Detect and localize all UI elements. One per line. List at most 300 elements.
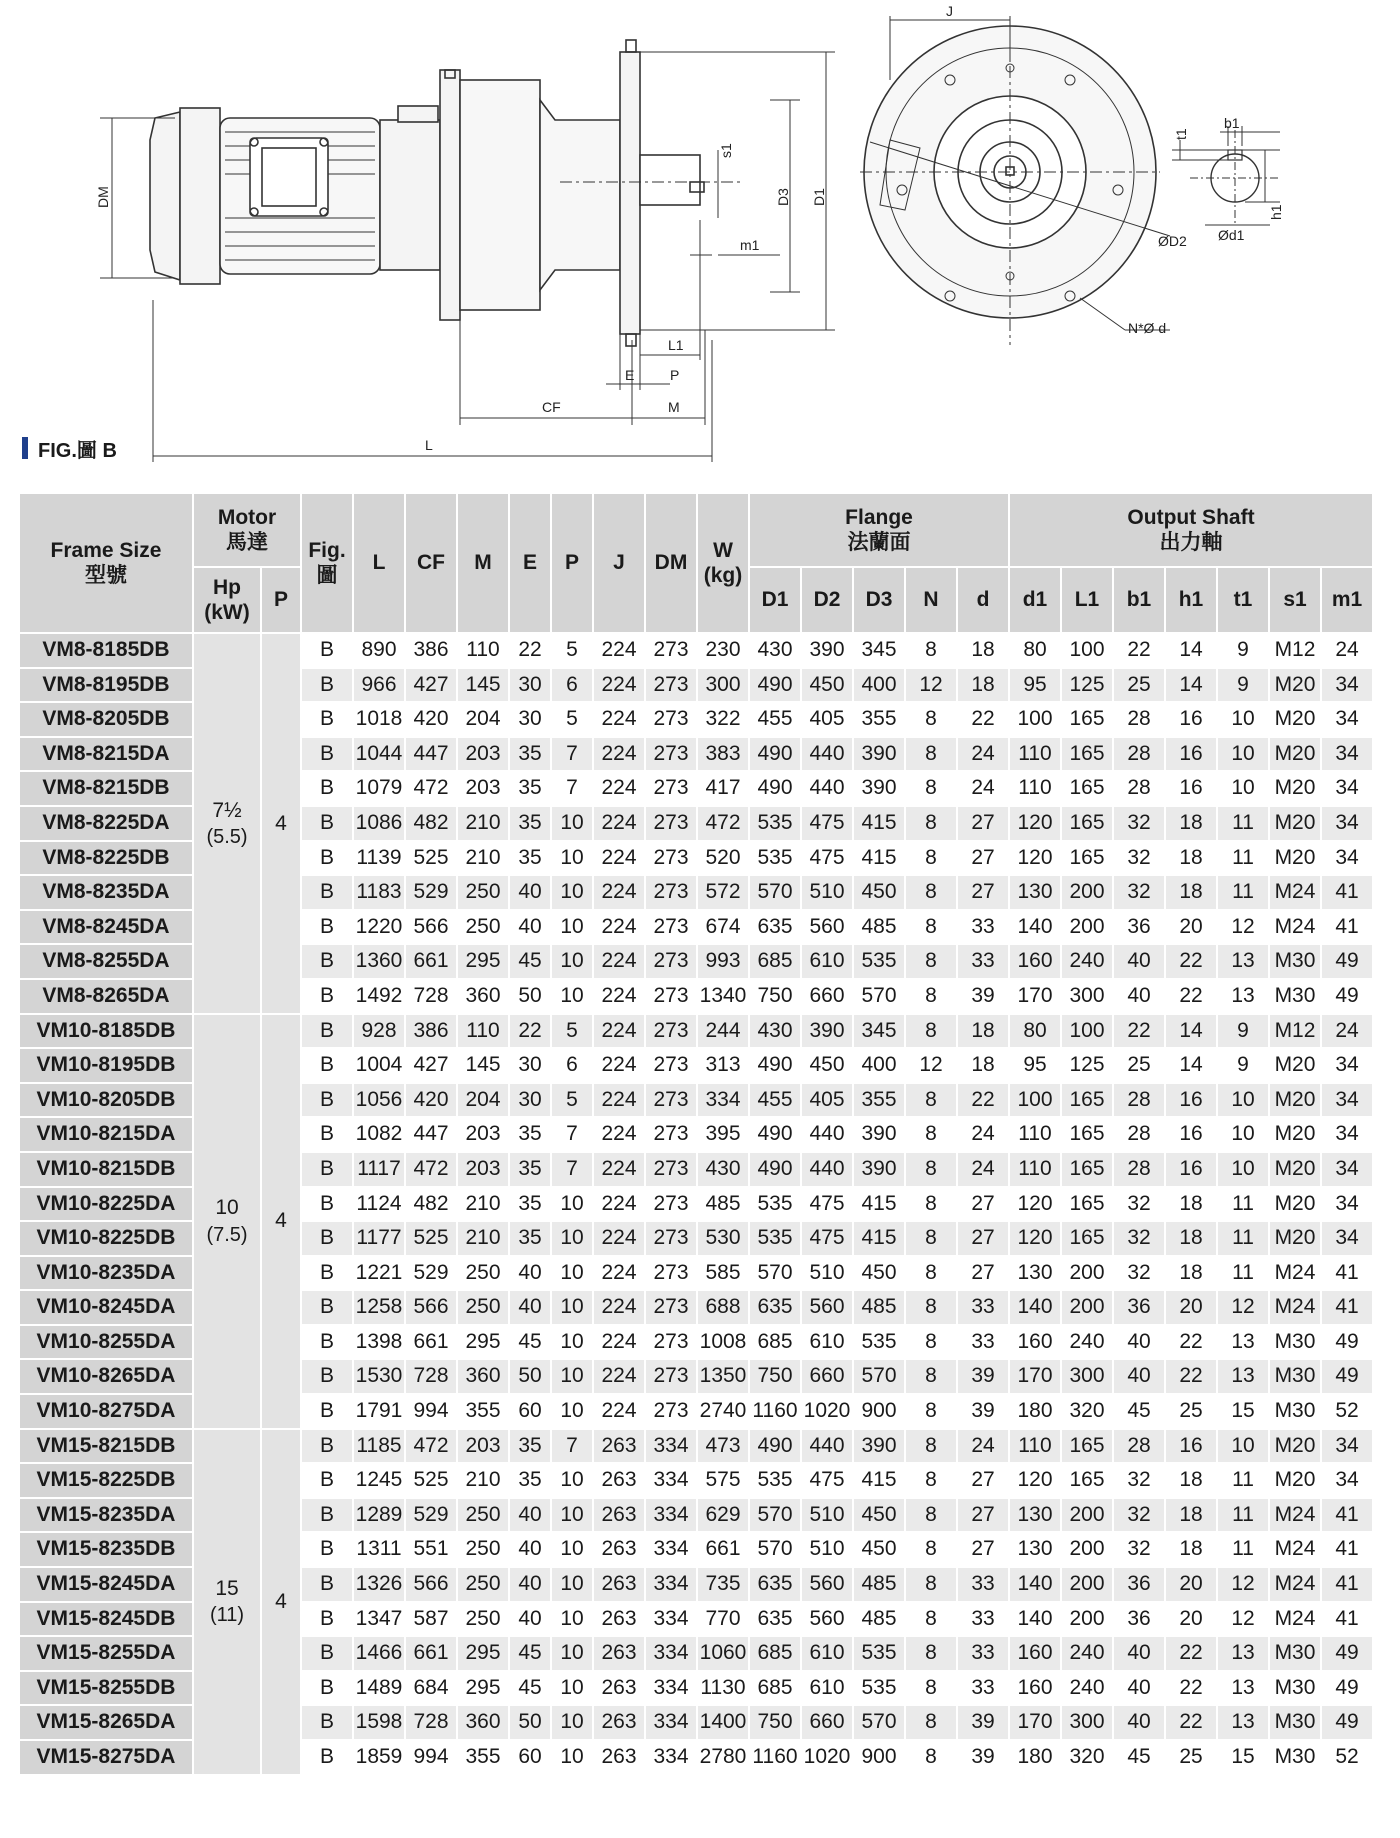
table-cell: 5	[552, 703, 592, 736]
table-cell: 10	[552, 911, 592, 944]
table-cell: 18	[1166, 842, 1216, 875]
table-cell: 684	[406, 1672, 456, 1705]
table-cell: 450	[854, 1499, 904, 1532]
dim-label-l1: L1	[668, 337, 684, 353]
table-cell: 33	[958, 911, 1008, 944]
table-cell: 224	[594, 876, 644, 909]
table-cell: 685	[750, 945, 800, 978]
table-cell: 510	[802, 876, 852, 909]
table-cell: 180	[1010, 1741, 1060, 1774]
table-cell: 32	[1114, 1257, 1164, 1290]
table-cell: 224	[594, 945, 644, 978]
table-cell: 10	[552, 1672, 592, 1705]
table-cell: 994	[406, 1741, 456, 1774]
frame-size-cell: VM10-8225DA	[20, 1188, 192, 1221]
table-cell: 165	[1062, 807, 1112, 840]
table-cell: 273	[646, 1291, 696, 1324]
table-cell: 33	[958, 945, 1008, 978]
table-cell: 7	[552, 738, 592, 771]
table-cell: 490	[750, 772, 800, 805]
table-cell: 300	[698, 669, 748, 702]
frame-size-cell: VM15-8235DB	[20, 1533, 192, 1566]
table-cell: 635	[750, 911, 800, 944]
table-cell: 200	[1062, 876, 1112, 909]
table-cell: B	[302, 1084, 352, 1117]
table-cell: 1082	[354, 1118, 404, 1151]
table-cell: 674	[698, 911, 748, 944]
table-cell: 345	[854, 634, 904, 667]
table-cell: 400	[854, 1049, 904, 1082]
table-cell: M20	[1270, 1222, 1320, 1255]
table-cell: 20	[1166, 1603, 1216, 1636]
table-cell: 1177	[354, 1222, 404, 1255]
table-cell: 39	[958, 1395, 1008, 1428]
table-cell: 224	[594, 1118, 644, 1151]
table-cell: M20	[1270, 738, 1320, 771]
table-cell: M24	[1270, 911, 1320, 944]
table-cell: 250	[458, 911, 508, 944]
table-cell: 28	[1114, 1430, 1164, 1463]
table-cell: 661	[698, 1533, 748, 1566]
table-cell: 273	[646, 1049, 696, 1082]
dim-label-d1: D1	[811, 188, 827, 206]
table-cell: 1160	[750, 1741, 800, 1774]
table-cell: 24	[958, 772, 1008, 805]
table-cell: M30	[1270, 1637, 1320, 1670]
table-cell: 35	[510, 1188, 550, 1221]
table-cell: 390	[854, 1153, 904, 1186]
table-cell: 535	[750, 807, 800, 840]
table-cell: B	[302, 807, 352, 840]
frame-size-cell: VM10-8235DA	[20, 1257, 192, 1290]
table-cell: 355	[854, 703, 904, 736]
table-cell: 551	[406, 1533, 456, 1566]
table-cell: 415	[854, 842, 904, 875]
table-cell: 1086	[354, 807, 404, 840]
table-cell: 110	[1010, 1430, 1060, 1463]
table-cell: 33	[958, 1326, 1008, 1359]
frame-size-cell: VM8-8185DB	[20, 634, 192, 667]
table-cell: 120	[1010, 1188, 1060, 1221]
table-cell: 535	[854, 945, 904, 978]
table-cell: 570	[750, 1257, 800, 1290]
table-cell: 200	[1062, 1603, 1112, 1636]
table-cell: 145	[458, 669, 508, 702]
table-cell: 750	[750, 1360, 800, 1393]
table-cell: 510	[802, 1499, 852, 1532]
frame-size-cell: VM10-8265DA	[20, 1360, 192, 1393]
table-cell: 1056	[354, 1084, 404, 1117]
table-cell: 450	[854, 876, 904, 909]
table-cell: 570	[854, 980, 904, 1013]
table-cell: 52	[1322, 1741, 1372, 1774]
dim-label-d3: D3	[775, 188, 791, 206]
table-cell: 1079	[354, 772, 404, 805]
table-cell: 80	[1010, 634, 1060, 667]
table-cell: 390	[854, 1118, 904, 1151]
table-cell: 2740	[698, 1395, 748, 1428]
table-cell: 8	[906, 1464, 956, 1497]
table-cell: 40	[510, 1533, 550, 1566]
table-cell: 22	[1166, 1360, 1216, 1393]
table-cell: 11	[1218, 1257, 1268, 1290]
table-cell: B	[302, 1637, 352, 1670]
table-cell: 560	[802, 911, 852, 944]
table-cell: 610	[802, 1672, 852, 1705]
table-cell: 535	[750, 1188, 800, 1221]
table-cell: 334	[698, 1084, 748, 1117]
figure-caption	[22, 436, 117, 460]
table-cell: 8	[906, 980, 956, 1013]
table-cell: 11	[1218, 842, 1268, 875]
table-cell: 440	[802, 1430, 852, 1463]
table-cell: 165	[1062, 1084, 1112, 1117]
table-cell: 110	[1010, 1118, 1060, 1151]
table-cell: M24	[1270, 876, 1320, 909]
table-cell: 993	[698, 945, 748, 978]
table-cell: 10	[552, 1222, 592, 1255]
table-cell: M24	[1270, 1499, 1320, 1532]
table-cell: 18	[1166, 1222, 1216, 1255]
table-cell: 750	[750, 980, 800, 1013]
table-cell: 295	[458, 1326, 508, 1359]
table-cell: 1004	[354, 1049, 404, 1082]
table-cell: 34	[1322, 807, 1372, 840]
table-cell: 5	[552, 1084, 592, 1117]
table-cell: M30	[1270, 980, 1320, 1013]
frame-size-cell: VM8-8205DB	[20, 703, 192, 736]
table-cell: B	[302, 842, 352, 875]
table-cell: 273	[646, 1222, 696, 1255]
table-cell: 28	[1114, 1153, 1164, 1186]
table-cell: 360	[458, 1706, 508, 1739]
table-cell: 240	[1062, 1637, 1112, 1670]
table-cell: 110	[458, 634, 508, 667]
table-cell: 60	[510, 1395, 550, 1428]
header-t1: t1	[1218, 568, 1268, 632]
table-cell: 224	[594, 1084, 644, 1117]
table-cell: 224	[594, 807, 644, 840]
table-cell: 204	[458, 703, 508, 736]
table-cell: 685	[750, 1637, 800, 1670]
frame-size-cell: VM8-8265DA	[20, 980, 192, 1013]
table-cell: 9	[1218, 1015, 1268, 1048]
table-cell: 485	[854, 911, 904, 944]
table-cell: 273	[646, 807, 696, 840]
table-cell: 263	[594, 1430, 644, 1463]
table-cell: 33	[958, 1291, 1008, 1324]
table-cell: B	[302, 738, 352, 771]
table-cell: 125	[1062, 1049, 1112, 1082]
table-cell: B	[302, 1706, 352, 1739]
table-cell: 40	[1114, 1360, 1164, 1393]
table-cell: M20	[1270, 1153, 1320, 1186]
table-cell: 10	[552, 1637, 592, 1670]
table-cell: 165	[1062, 1430, 1112, 1463]
table-cell: M24	[1270, 1568, 1320, 1601]
table-cell: 273	[646, 980, 696, 1013]
table-cell: 1289	[354, 1499, 404, 1532]
table-cell: 40	[510, 1603, 550, 1636]
header-frame-size: Frame Size 型號	[20, 494, 192, 632]
table-cell: 34	[1322, 738, 1372, 771]
header-l1: L1	[1062, 568, 1112, 632]
technical-drawing	[0, 0, 1400, 480]
table-cell: 10	[552, 1395, 592, 1428]
table-cell: 180	[1010, 1395, 1060, 1428]
table-cell: 10	[552, 945, 592, 978]
table-cell: 6	[552, 669, 592, 702]
table-cell: 210	[458, 807, 508, 840]
motor-poles-cell: 4	[262, 1015, 300, 1428]
table-cell: 11	[1218, 876, 1268, 909]
table-cell: 224	[594, 1326, 644, 1359]
table-cell: 204	[458, 1084, 508, 1117]
table-cell: 13	[1218, 1672, 1268, 1705]
table-cell: 1258	[354, 1291, 404, 1324]
table-cell: B	[302, 1430, 352, 1463]
table-cell: 685	[750, 1672, 800, 1705]
table-cell: 490	[750, 1430, 800, 1463]
table-cell: 355	[458, 1741, 508, 1774]
table-cell: M30	[1270, 1741, 1320, 1774]
table-cell: 203	[458, 772, 508, 805]
table-cell: 35	[510, 738, 550, 771]
table-cell: 120	[1010, 1464, 1060, 1497]
table-cell: 8	[906, 1015, 956, 1048]
table-cell: 525	[406, 842, 456, 875]
table-cell: 80	[1010, 1015, 1060, 1048]
table-cell: 890	[354, 634, 404, 667]
table-cell: 35	[510, 1222, 550, 1255]
header-d3: D3	[854, 568, 904, 632]
table-cell: 250	[458, 1568, 508, 1601]
table-cell: 360	[458, 980, 508, 1013]
frame-size-cell: VM15-8235DA	[20, 1499, 192, 1532]
table-cell: 1183	[354, 876, 404, 909]
table-cell: 32	[1114, 807, 1164, 840]
table-cell: 49	[1322, 1637, 1372, 1670]
table-cell: 10	[552, 1741, 592, 1774]
table-cell: 13	[1218, 1360, 1268, 1393]
table-cell: 250	[458, 1603, 508, 1636]
table-cell: M20	[1270, 703, 1320, 736]
table-cell: 728	[406, 1706, 456, 1739]
frame-size-cell: VM10-8185DB	[20, 1015, 192, 1048]
table-cell: 203	[458, 738, 508, 771]
table-cell: 400	[854, 669, 904, 702]
table-cell: B	[302, 1326, 352, 1359]
table-cell: M20	[1270, 807, 1320, 840]
table-cell: 273	[646, 772, 696, 805]
dim-label-e: E	[625, 367, 635, 383]
frame-size-cell: VM8-8255DA	[20, 945, 192, 978]
table-cell: 427	[406, 1049, 456, 1082]
table-cell: 535	[854, 1637, 904, 1670]
header-h1: h1	[1166, 568, 1216, 632]
dim-label-nd: N*Ø d	[1128, 320, 1167, 336]
table-cell: 22	[1114, 1015, 1164, 1048]
table-cell: 450	[854, 1533, 904, 1566]
table-cell: 485	[854, 1291, 904, 1324]
table-cell: 230	[698, 634, 748, 667]
table-cell: 35	[510, 1153, 550, 1186]
table-cell: M24	[1270, 1603, 1320, 1636]
table-cell: 28	[1114, 703, 1164, 736]
table-cell: 110	[1010, 772, 1060, 805]
table-cell: B	[302, 980, 352, 1013]
table-cell: 18	[1166, 807, 1216, 840]
table-cell: B	[302, 1291, 352, 1324]
table-row	[20, 1015, 1372, 1048]
table-cell: 22	[958, 703, 1008, 736]
table-cell: 5	[552, 634, 592, 667]
table-cell: 475	[802, 807, 852, 840]
table-cell: 450	[802, 669, 852, 702]
table-cell: 473	[698, 1430, 748, 1463]
header-dm: DM	[646, 494, 696, 632]
table-cell: 334	[646, 1672, 696, 1705]
table-cell: 28	[1114, 772, 1164, 805]
table-cell: 320	[1062, 1741, 1112, 1774]
header-l: L	[354, 494, 404, 632]
table-cell: M24	[1270, 1257, 1320, 1290]
table-cell: 570	[854, 1706, 904, 1739]
table-cell: 9	[1218, 634, 1268, 667]
table-cell: 224	[594, 980, 644, 1013]
table-cell: 7	[552, 1118, 592, 1151]
table-cell: 334	[646, 1499, 696, 1532]
table-cell: 575	[698, 1464, 748, 1497]
table-cell: 629	[698, 1499, 748, 1532]
table-cell: 1598	[354, 1706, 404, 1739]
table-cell: 8	[906, 1430, 956, 1463]
table-cell: B	[302, 1257, 352, 1290]
table-cell: 10	[552, 807, 592, 840]
table-cell: 10	[1218, 772, 1268, 805]
table-cell: 475	[802, 1188, 852, 1221]
table-cell: 60	[510, 1741, 550, 1774]
table-cell: 18	[1166, 1257, 1216, 1290]
table-cell: 160	[1010, 1672, 1060, 1705]
table-cell: 8	[906, 1360, 956, 1393]
table-cell: 34	[1322, 772, 1372, 805]
table-cell: 300	[1062, 1706, 1112, 1739]
table-cell: 10	[1218, 1430, 1268, 1463]
table-cell: 200	[1062, 911, 1112, 944]
table-cell: 39	[958, 1706, 1008, 1739]
table-cell: 383	[698, 738, 748, 771]
table-cell: 273	[646, 1118, 696, 1151]
table-cell: 224	[594, 1291, 644, 1324]
table-cell: 263	[594, 1672, 644, 1705]
table-cell: 27	[958, 1499, 1008, 1532]
table-cell: 390	[802, 1015, 852, 1048]
frame-size-cell: VM15-8245DB	[20, 1603, 192, 1636]
table-cell: B	[302, 1222, 352, 1255]
table-cell: 200	[1062, 1499, 1112, 1532]
header-m: M	[458, 494, 508, 632]
table-cell: 1160	[750, 1395, 800, 1428]
dim-label-s1: s1	[718, 143, 734, 158]
table-cell: 10	[1218, 1118, 1268, 1151]
table-cell: 18	[958, 634, 1008, 667]
header-n: N	[906, 568, 956, 632]
table-cell: 610	[802, 1326, 852, 1359]
header-e: E	[510, 494, 550, 632]
table-cell: 100	[1010, 703, 1060, 736]
table-cell: M30	[1270, 945, 1320, 978]
table-cell: 18	[1166, 1499, 1216, 1532]
table-cell: 27	[958, 1188, 1008, 1221]
table-cell: 49	[1322, 1672, 1372, 1705]
table-cell: 273	[646, 703, 696, 736]
table-cell: 472	[406, 772, 456, 805]
header-s1: s1	[1270, 568, 1320, 632]
table-cell: 16	[1166, 703, 1216, 736]
frame-size-cell: VM10-8255DA	[20, 1326, 192, 1359]
table-cell: 390	[854, 1430, 904, 1463]
table-cell: 14	[1166, 1015, 1216, 1048]
table-cell: 165	[1062, 1464, 1112, 1497]
dim-label-p: P	[670, 367, 680, 383]
table-cell: 22	[510, 634, 550, 667]
table-cell: 8	[906, 772, 956, 805]
dim-label-t1: t1	[1173, 128, 1189, 140]
table-cell: 273	[646, 1084, 696, 1117]
table-cell: 27	[958, 1222, 1008, 1255]
table-cell: 120	[1010, 807, 1060, 840]
table-cell: 52	[1322, 1395, 1372, 1428]
table-cell: 560	[802, 1568, 852, 1601]
header-poles: P	[262, 568, 300, 632]
table-cell: 145	[458, 1049, 508, 1082]
table-cell: 334	[646, 1464, 696, 1497]
table-cell: 535	[854, 1326, 904, 1359]
table-cell: 570	[750, 1499, 800, 1532]
table-cell: B	[302, 703, 352, 736]
gear-motor-drawing	[0, 0, 1400, 480]
table-cell: 1489	[354, 1672, 404, 1705]
table-cell: 165	[1062, 1222, 1112, 1255]
table-cell: 16	[1166, 1118, 1216, 1151]
table-cell: 447	[406, 1118, 456, 1151]
table-cell: 28	[1114, 738, 1164, 771]
table-cell: 1340	[698, 980, 748, 1013]
table-cell: 1139	[354, 842, 404, 875]
table-cell: B	[302, 772, 352, 805]
table-cell: 510	[802, 1533, 852, 1566]
table-cell: 34	[1322, 1049, 1372, 1082]
table-cell: 24	[958, 1430, 1008, 1463]
table-cell: 9	[1218, 669, 1268, 702]
table-cell: 32	[1114, 842, 1164, 875]
table-cell: 20	[1166, 911, 1216, 944]
table-cell: 165	[1062, 1153, 1112, 1186]
table-cell: 200	[1062, 1257, 1112, 1290]
table-cell: 273	[646, 911, 696, 944]
frame-size-cell: VM10-8205DB	[20, 1084, 192, 1117]
frame-size-cell: VM15-8265DA	[20, 1706, 192, 1739]
table-cell: 16	[1166, 1084, 1216, 1117]
table-cell: 40	[510, 1257, 550, 1290]
table-cell: B	[302, 1533, 352, 1566]
table-cell: 22	[1166, 945, 1216, 978]
table-cell: 95	[1010, 1049, 1060, 1082]
table-cell: 273	[646, 634, 696, 667]
table-cell: 529	[406, 1499, 456, 1532]
table-cell: 8	[906, 1291, 956, 1324]
